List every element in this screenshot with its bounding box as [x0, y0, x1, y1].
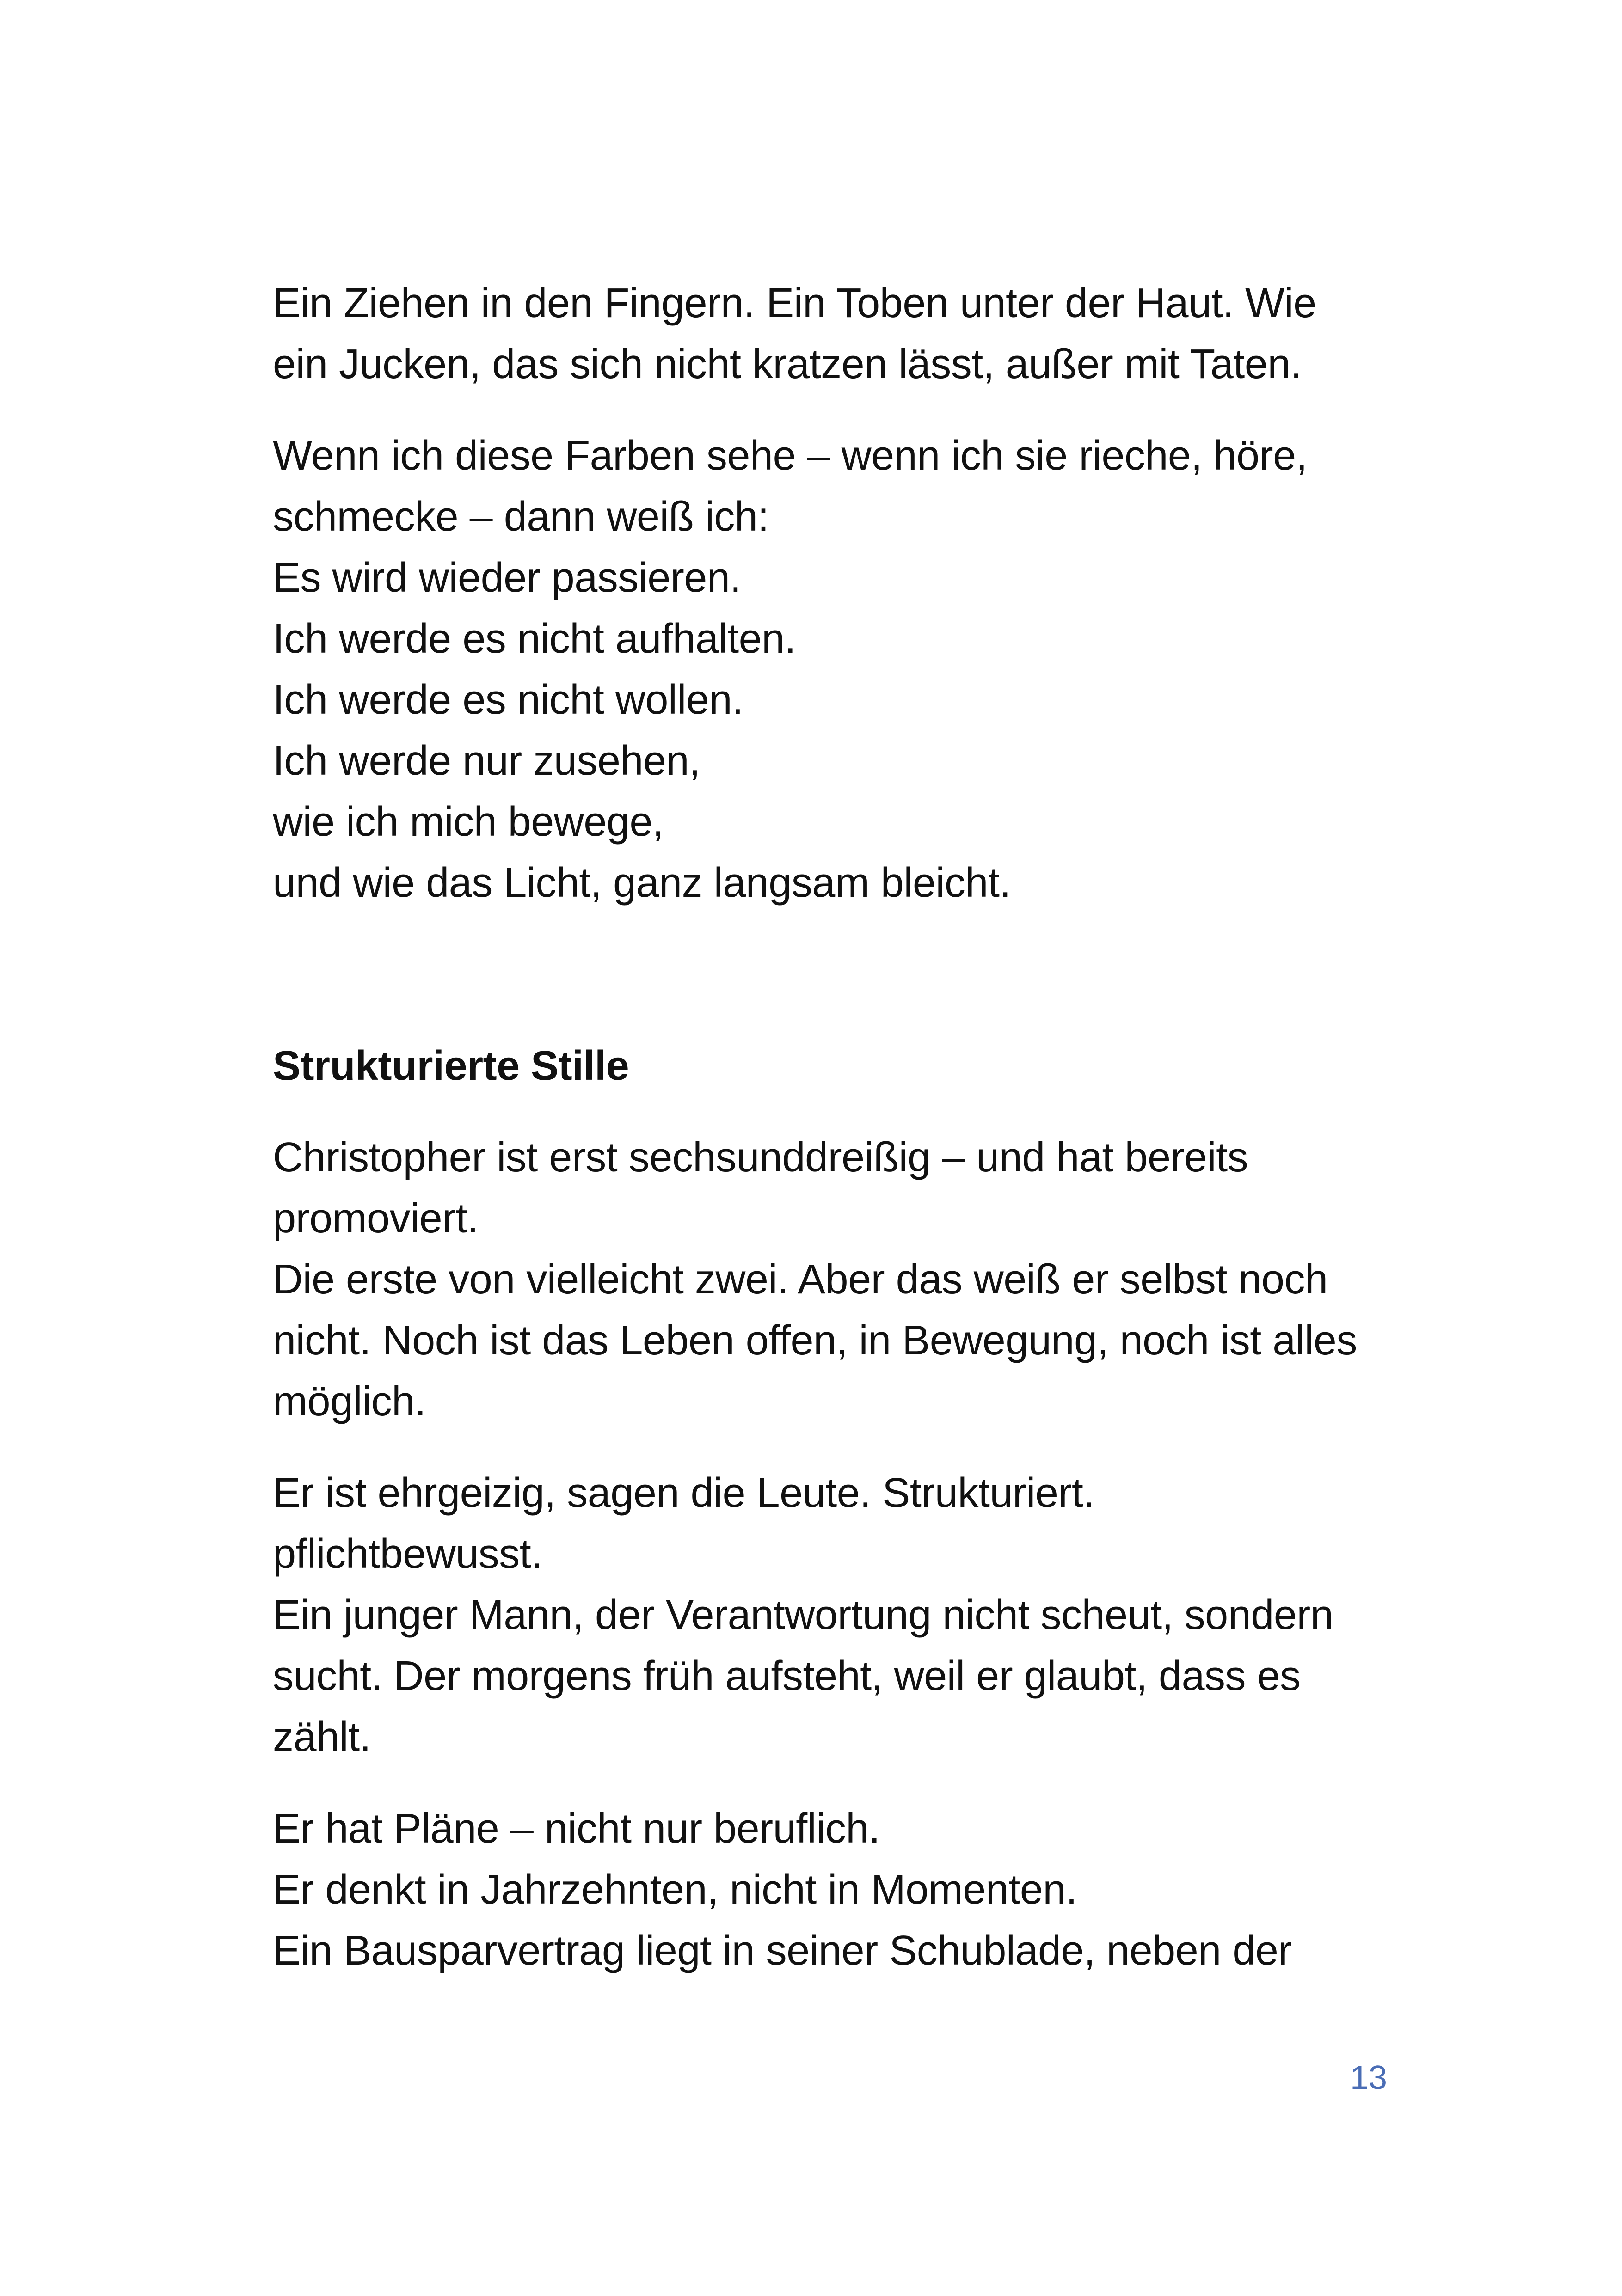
text-line: pflichtbewusst.	[273, 1531, 542, 1577]
text-line: nicht. Noch ist das Leben offen, in Bewegung, noch ist alles	[273, 1317, 1357, 1364]
text-line: Ich werde es nicht aufhalten.	[273, 616, 796, 662]
paragraph-3	[273, 1127, 1392, 1432]
text-line: Er denkt in Jahrzehnten, nicht in Momenten.	[273, 1867, 1077, 1913]
page-number: 13	[1350, 2059, 1388, 2096]
text-line: und wie das Licht, ganz langsam bleicht.	[273, 860, 1011, 906]
text-line: zählt.	[273, 1714, 371, 1760]
text-line: Er ist ehrgeizig, sagen die Leute. Strukturiert.	[273, 1470, 1094, 1516]
text-line: Ich werde es nicht wollen.	[273, 677, 743, 723]
text-column	[273, 273, 1392, 1981]
text-line: Ein Ziehen in den Fingern. Ein Toben unter der Haut. Wie	[273, 280, 1316, 326]
text-line: ein Jucken, das sich nicht kratzen lässt, außer mit Taten.	[273, 341, 1302, 387]
paragraph-spacer	[273, 1432, 1392, 1463]
section-heading: Strukturierte Stille	[273, 1043, 629, 1089]
text-line: Die erste von vielleicht zwei. Aber das weiß er selbst noch	[273, 1256, 1328, 1303]
paragraph-spacer	[273, 1768, 1392, 1798]
section-spacer	[273, 913, 1392, 1035]
paragraph-spacer	[273, 1096, 1392, 1127]
paragraph-1	[273, 273, 1392, 395]
text-line: promoviert.	[273, 1195, 479, 1242]
text-line: sucht. Der morgens früh aufsteht, weil er glaubt, dass es	[273, 1653, 1301, 1699]
text-line: Es wird wieder passieren.	[273, 555, 741, 601]
text-line: Wenn ich diese Farben sehe – wenn ich sie rieche, höre,	[273, 433, 1308, 479]
text-line: wie ich mich bewege,	[273, 799, 664, 845]
text-line: Ich werde nur zusehen,	[273, 738, 700, 784]
text-line: Ein junger Mann, der Verantwortung nicht scheut, sondern	[273, 1592, 1333, 1638]
text-line: Christopher ist erst sechsunddreißig – und hat bereits	[273, 1134, 1248, 1181]
text-line: möglich.	[273, 1378, 426, 1425]
paragraph-2	[273, 425, 1392, 913]
paragraph-5	[273, 1798, 1392, 1981]
text-line: Er hat Pläne – nicht nur beruflich.	[273, 1806, 880, 1852]
paragraph-4	[273, 1463, 1392, 1768]
paragraph-spacer	[273, 395, 1392, 425]
text-line: schmecke – dann weiß ich:	[273, 494, 769, 540]
text-line: Ein Bausparvertrag liegt in seiner Schublade, neben der	[273, 1928, 1292, 1974]
